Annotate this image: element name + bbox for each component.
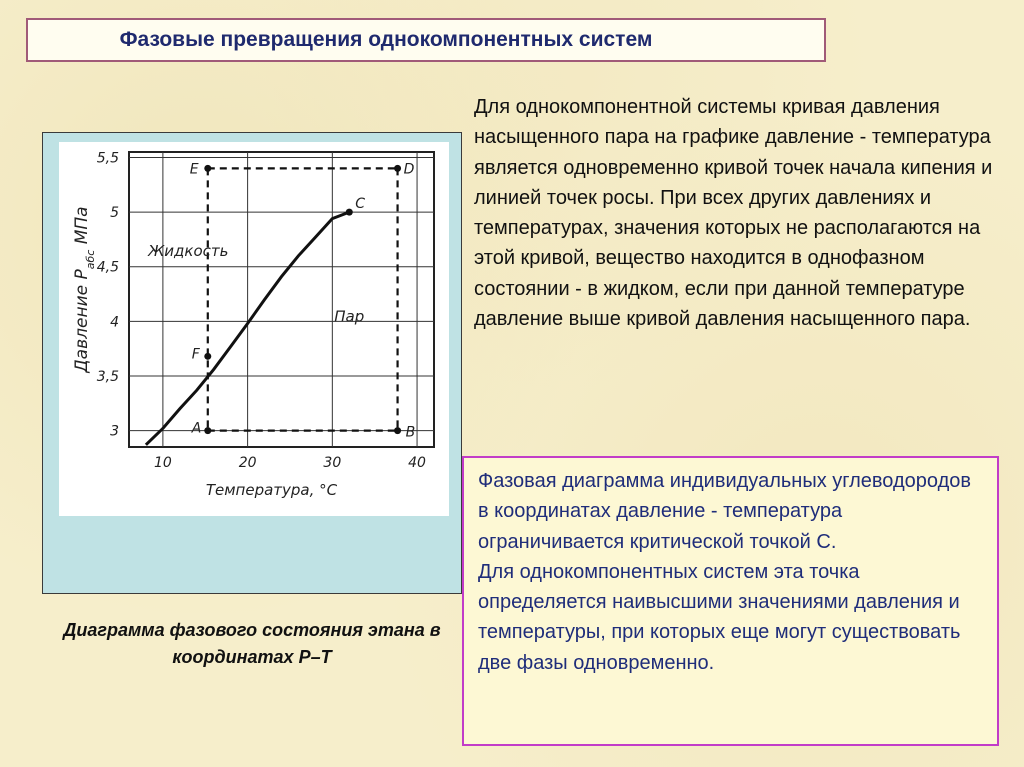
y-tick-label: 3 bbox=[110, 423, 119, 440]
phase-diagram bbox=[59, 142, 449, 516]
y-axis-label: Давление $Р_{абс}$ МПа bbox=[72, 206, 97, 373]
x-tick-label: 10 bbox=[153, 455, 172, 471]
point-f bbox=[204, 353, 211, 360]
y-tick-label: 5,5 bbox=[96, 150, 119, 167]
title-box bbox=[26, 18, 826, 62]
info-paragraph-1: Фазовая диаграмма индивидуальных углеводородов в координатах давление - температура ограничивается критической точкой С. bbox=[478, 470, 972, 553]
plot-frame bbox=[129, 152, 434, 447]
point-a bbox=[204, 427, 211, 434]
main-paragraph: Для однокомпонентной системы кривая давления насыщенного пара на графике давление - температура является одновременно кривой точек начала кипения и линией точек росы. При всех других давлениях и температурах, значения которых не располагаются на этой кривой, вещество находится в однофазном состоянии - в жидком, если при данной температуре давление выше кривой давления насыщенного пара. bbox=[474, 96, 993, 331]
point-b bbox=[394, 427, 401, 434]
figure-caption: Диаграмма фазового состояния этана в координатах Р–Т bbox=[63, 620, 441, 667]
point-label-a: A bbox=[191, 420, 202, 437]
slide-title: Фазовые превращения однокомпонентных систем bbox=[119, 28, 653, 51]
region-label-liquid: Жидкость bbox=[148, 241, 229, 260]
y-tick-label: 5 bbox=[110, 205, 119, 222]
info-box bbox=[462, 456, 999, 746]
figure-frame bbox=[42, 132, 462, 594]
region-label-vapor: Пар bbox=[334, 307, 365, 326]
y-tick-label: 4,5 bbox=[96, 259, 119, 276]
point-label-e: E bbox=[189, 161, 199, 178]
point-d bbox=[394, 165, 401, 172]
point-label-b: B bbox=[405, 424, 416, 441]
y-tick-label: 4 bbox=[110, 314, 119, 331]
point-label-c: C bbox=[355, 196, 366, 213]
y-tick-label: 3,5 bbox=[96, 368, 119, 385]
x-tick-label: 20 bbox=[238, 455, 257, 471]
x-axis-label: Температура, °С bbox=[205, 481, 338, 499]
point-e bbox=[204, 165, 211, 172]
x-tick-label: 30 bbox=[323, 455, 342, 471]
info-paragraph-2: Для однокомпонентных систем эта точка определяется наивысшими значениями давления и температуры, при которых еще могут существовать две фазы одновременно. bbox=[478, 560, 961, 674]
phase-diagram-chart bbox=[59, 142, 449, 516]
point-label-f: F bbox=[191, 346, 200, 363]
x-tick-label: 40 bbox=[408, 455, 426, 471]
point-label-d: D bbox=[403, 161, 415, 178]
point-c bbox=[346, 209, 353, 216]
